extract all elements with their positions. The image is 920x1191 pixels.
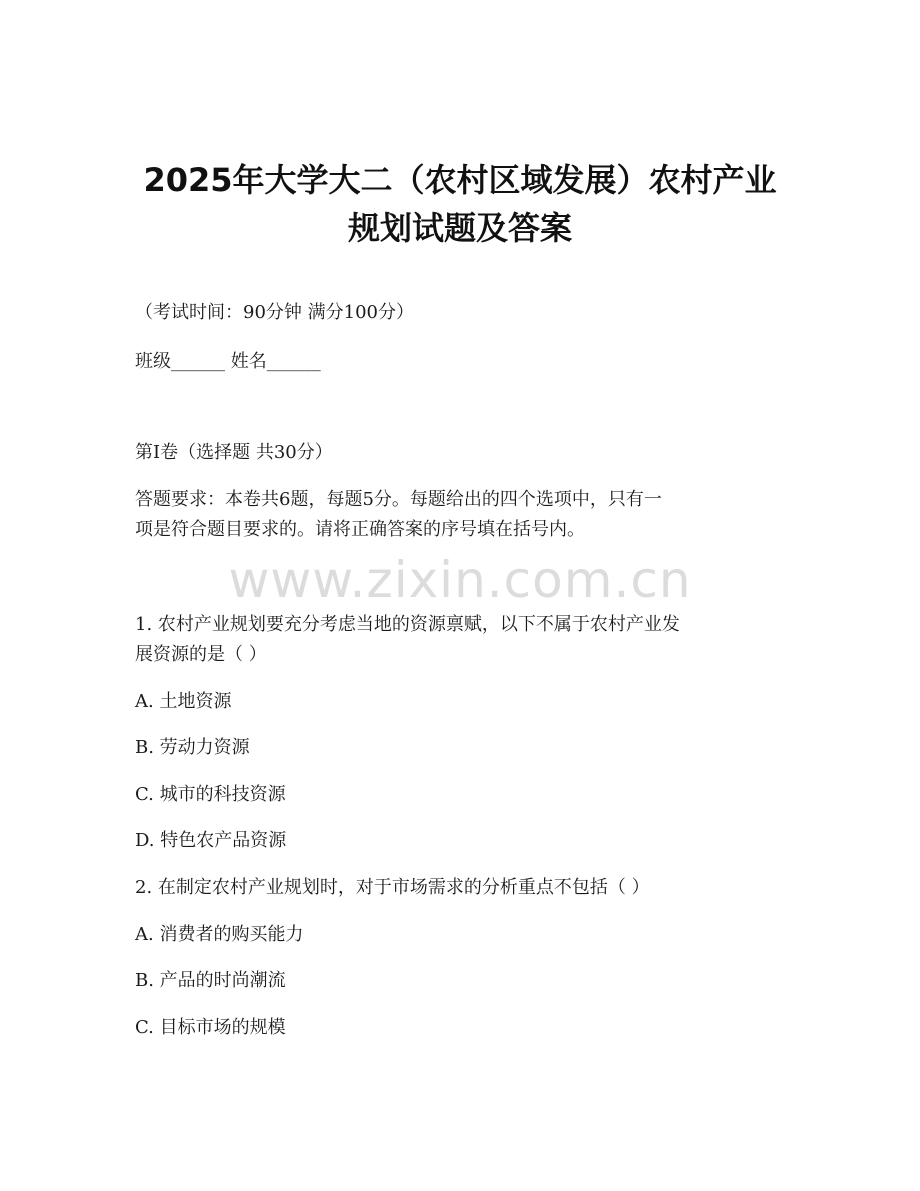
instructions-line-1: 答题要求：本卷共6题，每题5分。每题给出的四个选项中，只有一 [135,489,662,510]
question-2-option-c: C. 目标市场的规模 [135,1017,286,1038]
class-name-fields: 班级______ 姓名______ [135,351,321,372]
question-1-stem-line-2: 展资源的是（ ） [135,644,267,665]
question-1-option-b: B. 劳动力资源 [135,737,250,758]
section-header: 第I卷（选择题 共30分） [135,442,333,463]
question-1-option-c: C. 城市的科技资源 [135,784,286,805]
question-2-option-b: B. 产品的时尚潮流 [135,970,286,991]
question-1-option-a: A. 土地资源 [135,691,232,712]
document-title-line-2: 规划试题及答案 [347,209,572,247]
instructions-line-2: 项是符合题目要求的。请将正确答案的序号填在括号内。 [135,519,585,540]
question-2-stem: 2. 在制定农村产业规划时，对于市场需求的分析重点不包括（ ） [135,877,650,898]
document-title-line-1: 2025年大学大二（农村区域发展）农村产业 [143,161,777,199]
watermark: www.zixin.com.cn [228,551,692,609]
exam-info: （考试时间：90分钟 满分100分） [135,302,414,323]
question-1-option-d: D. 特色农产品资源 [135,830,287,851]
question-1-stem-line-1: 1. 农村产业规划要充分考虑当地的资源禀赋，以下不属于农村产业发 [135,614,680,635]
question-2-option-a: A. 消费者的购买能力 [135,924,304,945]
